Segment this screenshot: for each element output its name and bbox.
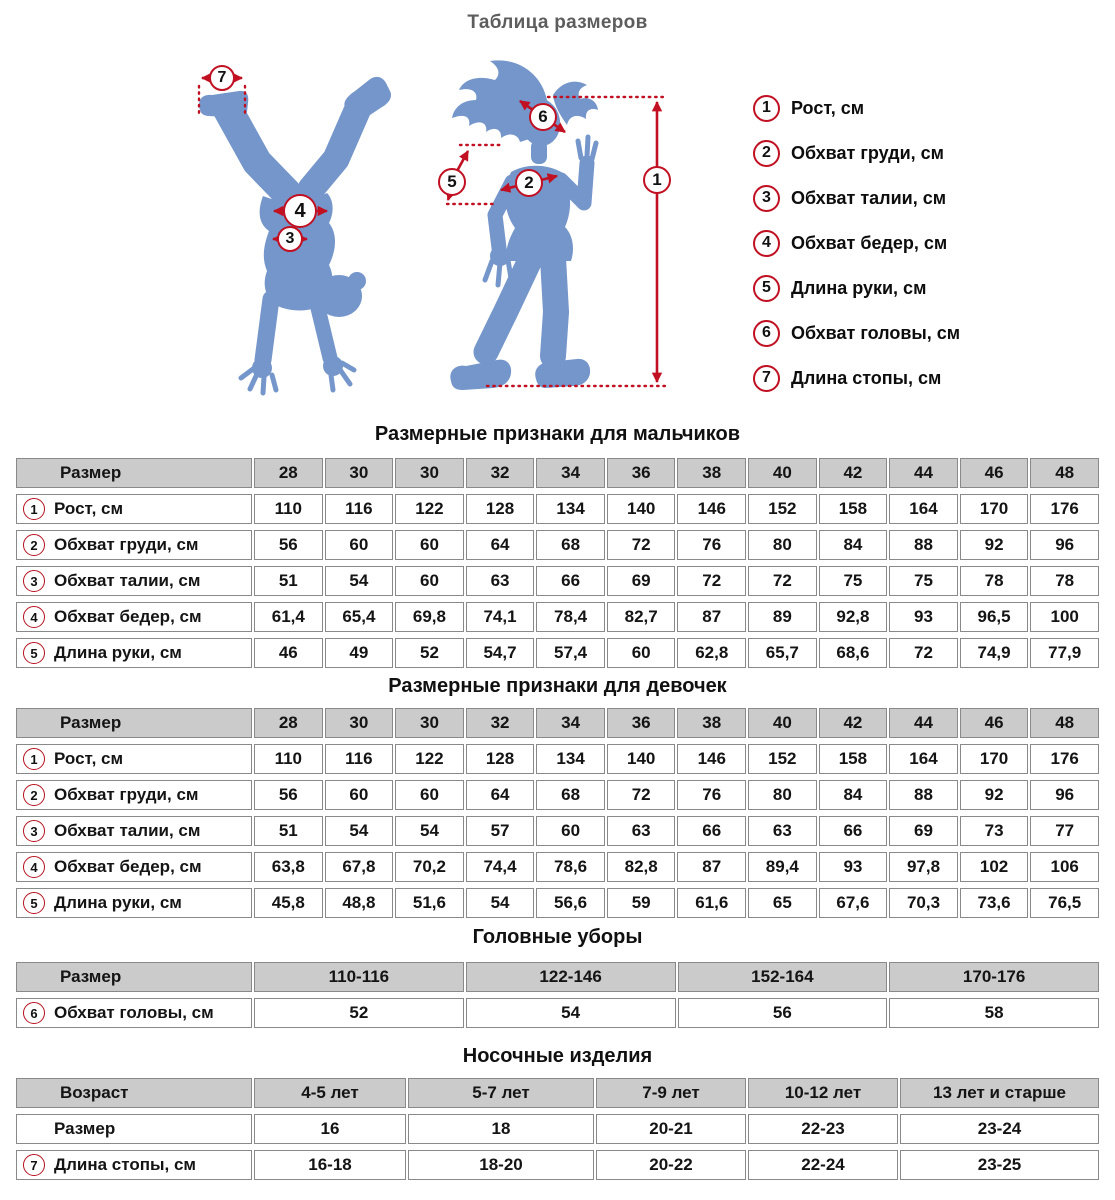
table-row <box>16 816 1099 846</box>
value-cell: 23-25 <box>900 1150 1099 1180</box>
value-cell: 72 <box>889 638 958 668</box>
legend-number-badge: 6 <box>753 320 780 347</box>
value-cell: 54 <box>325 566 394 596</box>
marker-hips-number: 4 <box>294 199 306 222</box>
value-cell: 116 <box>325 494 394 524</box>
table-row <box>16 1114 1099 1144</box>
value-cell: 89 <box>748 602 817 632</box>
row-label-cell <box>16 780 252 810</box>
value-cell: 78 <box>1030 566 1099 596</box>
value-cell: 140 <box>607 494 676 524</box>
value-cell: 72 <box>607 530 676 560</box>
value-cell: 84 <box>819 530 888 560</box>
size-column-header: 34 <box>536 708 605 738</box>
marker-waist-number: 3 <box>285 230 295 247</box>
value-cell: 23-24 <box>900 1114 1099 1144</box>
value-cell: 54 <box>395 816 464 846</box>
size-column-header: 36 <box>607 708 676 738</box>
legend-number-badge: 4 <box>753 230 780 257</box>
legend-number-badge: 2 <box>753 140 780 167</box>
marker-chest-number: 2 <box>524 173 534 192</box>
boys-size-table <box>14 452 1101 674</box>
value-cell: 122 <box>395 494 464 524</box>
marker-head <box>529 103 557 131</box>
legend-label: Обхват талии, см <box>791 187 947 208</box>
value-cell: 56 <box>254 530 323 560</box>
row-number-badge: 2 <box>23 534 45 556</box>
size-column-header: 30 <box>325 458 394 488</box>
size-column-header: 42 <box>819 458 888 488</box>
headwear-size-table <box>14 956 1101 1034</box>
value-cell: 77 <box>1030 816 1099 846</box>
value-cell: 60 <box>395 530 464 560</box>
value-cell: 89,4 <box>748 852 817 882</box>
value-cell: 87 <box>677 852 746 882</box>
row-number-badge: 4 <box>23 856 45 878</box>
value-cell: 20-21 <box>596 1114 746 1144</box>
value-cell: 96,5 <box>960 602 1029 632</box>
row-number-badge: 3 <box>23 820 45 842</box>
measurement-diagram <box>0 0 1115 420</box>
value-cell: 51 <box>254 566 323 596</box>
marker-hips <box>283 194 317 228</box>
value-cell: 92,8 <box>819 602 888 632</box>
value-cell: 88 <box>889 780 958 810</box>
value-cell: 78,4 <box>536 602 605 632</box>
value-cell: 106 <box>1030 852 1099 882</box>
page-title: Таблица размеров <box>467 12 648 33</box>
value-cell: 57,4 <box>536 638 605 668</box>
legend-label: Рост, см <box>791 97 865 118</box>
value-cell: 73,6 <box>960 888 1029 918</box>
value-cell: 63 <box>607 816 676 846</box>
table-corner-header: Размер <box>16 458 252 488</box>
row-label: Длина стопы, см <box>54 1155 197 1174</box>
boys-section-title: Размерные признаки для мальчиков <box>374 423 741 445</box>
value-cell: 64 <box>466 530 535 560</box>
row-label: Размер <box>54 1119 116 1138</box>
table-header-row <box>16 458 1099 488</box>
value-cell: 72 <box>748 566 817 596</box>
value-cell: 146 <box>677 744 746 774</box>
value-cell: 152 <box>748 494 817 524</box>
value-cell: 60 <box>325 530 394 560</box>
value-cell: 48,8 <box>325 888 394 918</box>
row-label: Обхват талии, см <box>54 821 201 840</box>
marker-height-number: 1 <box>652 170 662 189</box>
size-column-header: 38 <box>677 708 746 738</box>
size-column-header: 30 <box>395 458 464 488</box>
legend-item-foot-length <box>753 364 960 392</box>
value-cell: 56 <box>254 780 323 810</box>
value-cell: 88 <box>889 530 958 560</box>
value-cell: 66 <box>536 566 605 596</box>
row-label-cell <box>16 638 252 668</box>
row-number-badge: 6 <box>23 1002 45 1024</box>
value-cell: 51,6 <box>395 888 464 918</box>
table-row <box>16 852 1099 882</box>
value-cell: 45,8 <box>254 888 323 918</box>
size-column-header: 32 <box>466 708 535 738</box>
size-column-header: 48 <box>1030 708 1099 738</box>
row-number-badge: 1 <box>23 748 45 770</box>
legend-label: Длина руки, см <box>791 277 927 298</box>
legend-label: Длина стопы, см <box>791 367 942 388</box>
value-cell: 68 <box>536 780 605 810</box>
table-row <box>16 602 1099 632</box>
size-column-header: 122-146 <box>466 962 676 992</box>
row-number-badge: 5 <box>23 892 45 914</box>
value-cell: 49 <box>325 638 394 668</box>
value-cell: 170 <box>960 494 1029 524</box>
size-column-header: 4-5 лет <box>254 1078 406 1108</box>
value-cell: 140 <box>607 744 676 774</box>
hats-section-title: Головные уборы <box>472 926 643 948</box>
table-row <box>16 566 1099 596</box>
size-column-header: 28 <box>254 708 323 738</box>
value-cell: 170 <box>960 744 1029 774</box>
girls-section-title: Размерные признаки для девочек <box>388 675 727 697</box>
value-cell: 63 <box>748 816 817 846</box>
size-column-header: 40 <box>748 458 817 488</box>
value-cell: 93 <box>819 852 888 882</box>
value-cell: 22-24 <box>748 1150 898 1180</box>
value-cell: 54 <box>466 888 535 918</box>
marker-arm-length-number: 5 <box>447 172 457 191</box>
table-corner-header: Возраст <box>16 1078 252 1108</box>
table-corner-header: Размер <box>16 708 252 738</box>
row-number-badge: 3 <box>23 570 45 592</box>
marker-head-number: 6 <box>538 107 548 126</box>
value-cell: 60 <box>325 780 394 810</box>
row-label-cell <box>16 888 252 918</box>
value-cell: 60 <box>395 566 464 596</box>
row-label: Обхват груди, см <box>54 535 199 554</box>
value-cell: 62,8 <box>677 638 746 668</box>
marker-waist <box>277 226 303 252</box>
value-cell: 82,8 <box>607 852 676 882</box>
size-column-header: 13 лет и старше <box>900 1078 1099 1108</box>
value-cell: 69,8 <box>395 602 464 632</box>
value-cell: 63,8 <box>254 852 323 882</box>
value-cell: 76 <box>677 780 746 810</box>
value-cell: 69 <box>607 566 676 596</box>
table-row <box>16 1150 1099 1180</box>
row-label-cell <box>16 998 252 1028</box>
row-label: Рост, см <box>54 499 124 518</box>
size-column-header: 110-116 <box>254 962 464 992</box>
row-number-badge: 1 <box>23 498 45 520</box>
value-cell: 57 <box>466 816 535 846</box>
size-column-header: 30 <box>395 708 464 738</box>
value-cell: 52 <box>254 998 464 1028</box>
size-column-header: 48 <box>1030 458 1099 488</box>
value-cell: 87 <box>677 602 746 632</box>
value-cell: 61,6 <box>677 888 746 918</box>
marker-height <box>643 166 671 194</box>
size-column-header: 170-176 <box>889 962 1099 992</box>
value-cell: 128 <box>466 744 535 774</box>
girl-silhouette <box>450 60 598 390</box>
value-cell: 76,5 <box>1030 888 1099 918</box>
value-cell: 75 <box>819 566 888 596</box>
legend-label: Обхват груди, см <box>791 142 944 163</box>
girls-size-table <box>14 702 1101 924</box>
row-label-cell <box>16 1114 252 1144</box>
value-cell: 80 <box>748 530 817 560</box>
legend-item-head <box>753 319 960 347</box>
value-cell: 100 <box>1030 602 1099 632</box>
socks-size-table <box>14 1072 1101 1186</box>
value-cell: 18 <box>408 1114 594 1144</box>
value-cell: 73 <box>960 816 1029 846</box>
measurement-legend <box>753 94 960 392</box>
size-column-header: 42 <box>819 708 888 738</box>
marker-arm-length <box>438 168 466 196</box>
value-cell: 69 <box>889 816 958 846</box>
value-cell: 60 <box>395 780 464 810</box>
value-cell: 18-20 <box>408 1150 594 1180</box>
legend-item-waist <box>753 184 960 212</box>
row-label: Обхват груди, см <box>54 785 199 804</box>
value-cell: 54 <box>466 998 676 1028</box>
socks-section-title: Носочные изделия <box>462 1045 653 1067</box>
value-cell: 54,7 <box>466 638 535 668</box>
value-cell: 134 <box>536 744 605 774</box>
size-column-header: 36 <box>607 458 676 488</box>
row-label: Длина руки, см <box>54 643 182 662</box>
value-cell: 72 <box>607 780 676 810</box>
value-cell: 92 <box>960 780 1029 810</box>
table-header-row <box>16 708 1099 738</box>
value-cell: 84 <box>819 780 888 810</box>
value-cell: 74,4 <box>466 852 535 882</box>
value-cell: 78,6 <box>536 852 605 882</box>
table-header-row <box>16 962 1099 992</box>
value-cell: 152 <box>748 744 817 774</box>
legend-label: Обхват головы, см <box>791 322 961 343</box>
value-cell: 51 <box>254 816 323 846</box>
table-row <box>16 530 1099 560</box>
size-column-header: 34 <box>536 458 605 488</box>
row-label: Обхват талии, см <box>54 571 201 590</box>
value-cell: 16-18 <box>254 1150 406 1180</box>
value-cell: 158 <box>819 744 888 774</box>
size-column-header: 152-164 <box>678 962 888 992</box>
value-cell: 92 <box>960 530 1029 560</box>
row-label-cell <box>16 852 252 882</box>
value-cell: 56,6 <box>536 888 605 918</box>
legend-item-chest <box>753 139 960 167</box>
table-row <box>16 638 1099 668</box>
value-cell: 54 <box>325 816 394 846</box>
value-cell: 20-22 <box>596 1150 746 1180</box>
value-cell: 66 <box>677 816 746 846</box>
table-row <box>16 494 1099 524</box>
value-cell: 22-23 <box>748 1114 898 1144</box>
value-cell: 68,6 <box>819 638 888 668</box>
value-cell: 76 <box>677 530 746 560</box>
legend-number-badge: 1 <box>753 95 780 122</box>
value-cell: 46 <box>254 638 323 668</box>
value-cell: 61,4 <box>254 602 323 632</box>
row-label-cell <box>16 494 252 524</box>
legend-item-hips <box>753 229 960 257</box>
size-column-header: 46 <box>960 708 1029 738</box>
value-cell: 66 <box>819 816 888 846</box>
legend-label: Обхват бедер, см <box>791 232 948 253</box>
value-cell: 68 <box>536 530 605 560</box>
size-column-header: 40 <box>748 708 817 738</box>
value-cell: 65,7 <box>748 638 817 668</box>
row-number-badge: 2 <box>23 784 45 806</box>
size-column-header: 46 <box>960 458 1029 488</box>
value-cell: 72 <box>677 566 746 596</box>
legend-item-height <box>753 94 960 122</box>
value-cell: 134 <box>536 494 605 524</box>
table-row <box>16 888 1099 918</box>
value-cell: 97,8 <box>889 852 958 882</box>
value-cell: 176 <box>1030 744 1099 774</box>
value-cell: 93 <box>889 602 958 632</box>
value-cell: 176 <box>1030 494 1099 524</box>
size-column-header: 44 <box>889 458 958 488</box>
row-label-cell <box>16 744 252 774</box>
marker-foot-length <box>209 65 235 91</box>
table-row <box>16 744 1099 774</box>
value-cell: 74,1 <box>466 602 535 632</box>
row-label-cell <box>16 816 252 846</box>
value-cell: 63 <box>466 566 535 596</box>
row-label-cell <box>16 602 252 632</box>
value-cell: 65,4 <box>325 602 394 632</box>
legend-number-badge: 7 <box>753 365 780 392</box>
size-column-header: 44 <box>889 708 958 738</box>
size-column-header: 10-12 лет <box>748 1078 898 1108</box>
value-cell: 59 <box>607 888 676 918</box>
row-label-cell <box>16 566 252 596</box>
value-cell: 122 <box>395 744 464 774</box>
value-cell: 116 <box>325 744 394 774</box>
value-cell: 96 <box>1030 780 1099 810</box>
row-number-badge: 4 <box>23 606 45 628</box>
value-cell: 164 <box>889 494 958 524</box>
size-column-header: 32 <box>466 458 535 488</box>
legend-item-arm-length <box>753 274 960 302</box>
value-cell: 74,9 <box>960 638 1029 668</box>
size-column-header: 30 <box>325 708 394 738</box>
value-cell: 78 <box>960 566 1029 596</box>
value-cell: 64 <box>466 780 535 810</box>
size-column-header: 38 <box>677 458 746 488</box>
value-cell: 67,8 <box>325 852 394 882</box>
value-cell: 70,3 <box>889 888 958 918</box>
value-cell: 60 <box>536 816 605 846</box>
value-cell: 110 <box>254 494 323 524</box>
value-cell: 164 <box>889 744 958 774</box>
value-cell: 158 <box>819 494 888 524</box>
value-cell: 77,9 <box>1030 638 1099 668</box>
value-cell: 75 <box>889 566 958 596</box>
value-cell: 67,6 <box>819 888 888 918</box>
value-cell: 56 <box>678 998 888 1028</box>
row-label: Обхват бедер, см <box>54 857 202 876</box>
value-cell: 65 <box>748 888 817 918</box>
value-cell: 96 <box>1030 530 1099 560</box>
legend-number-badge: 3 <box>753 185 780 212</box>
legend-number-badge: 5 <box>753 275 780 302</box>
row-label: Рост, см <box>54 749 124 768</box>
size-column-header: 5-7 лет <box>408 1078 594 1108</box>
row-number-badge: 5 <box>23 642 45 664</box>
row-label: Длина руки, см <box>54 893 182 912</box>
size-column-header: 28 <box>254 458 323 488</box>
value-cell: 16 <box>254 1114 406 1144</box>
value-cell: 80 <box>748 780 817 810</box>
value-cell: 128 <box>466 494 535 524</box>
marker-chest <box>515 169 543 197</box>
size-column-header: 7-9 лет <box>596 1078 746 1108</box>
row-label-cell <box>16 530 252 560</box>
value-cell: 110 <box>254 744 323 774</box>
row-number-spacer <box>23 1118 45 1140</box>
value-cell: 70,2 <box>395 852 464 882</box>
value-cell: 102 <box>960 852 1029 882</box>
table-row <box>16 780 1099 810</box>
marker-foot-length-number: 7 <box>217 69 227 86</box>
value-cell: 82,7 <box>607 602 676 632</box>
table-row <box>16 998 1099 1028</box>
row-label-cell <box>16 1150 252 1180</box>
value-cell: 146 <box>677 494 746 524</box>
row-number-badge: 7 <box>23 1154 45 1176</box>
table-corner-header: Размер <box>16 962 252 992</box>
value-cell: 58 <box>889 998 1099 1028</box>
table-header-row <box>16 1078 1099 1108</box>
value-cell: 52 <box>395 638 464 668</box>
row-label: Обхват головы, см <box>54 1003 214 1022</box>
value-cell: 60 <box>607 638 676 668</box>
row-label: Обхват бедер, см <box>54 607 202 626</box>
